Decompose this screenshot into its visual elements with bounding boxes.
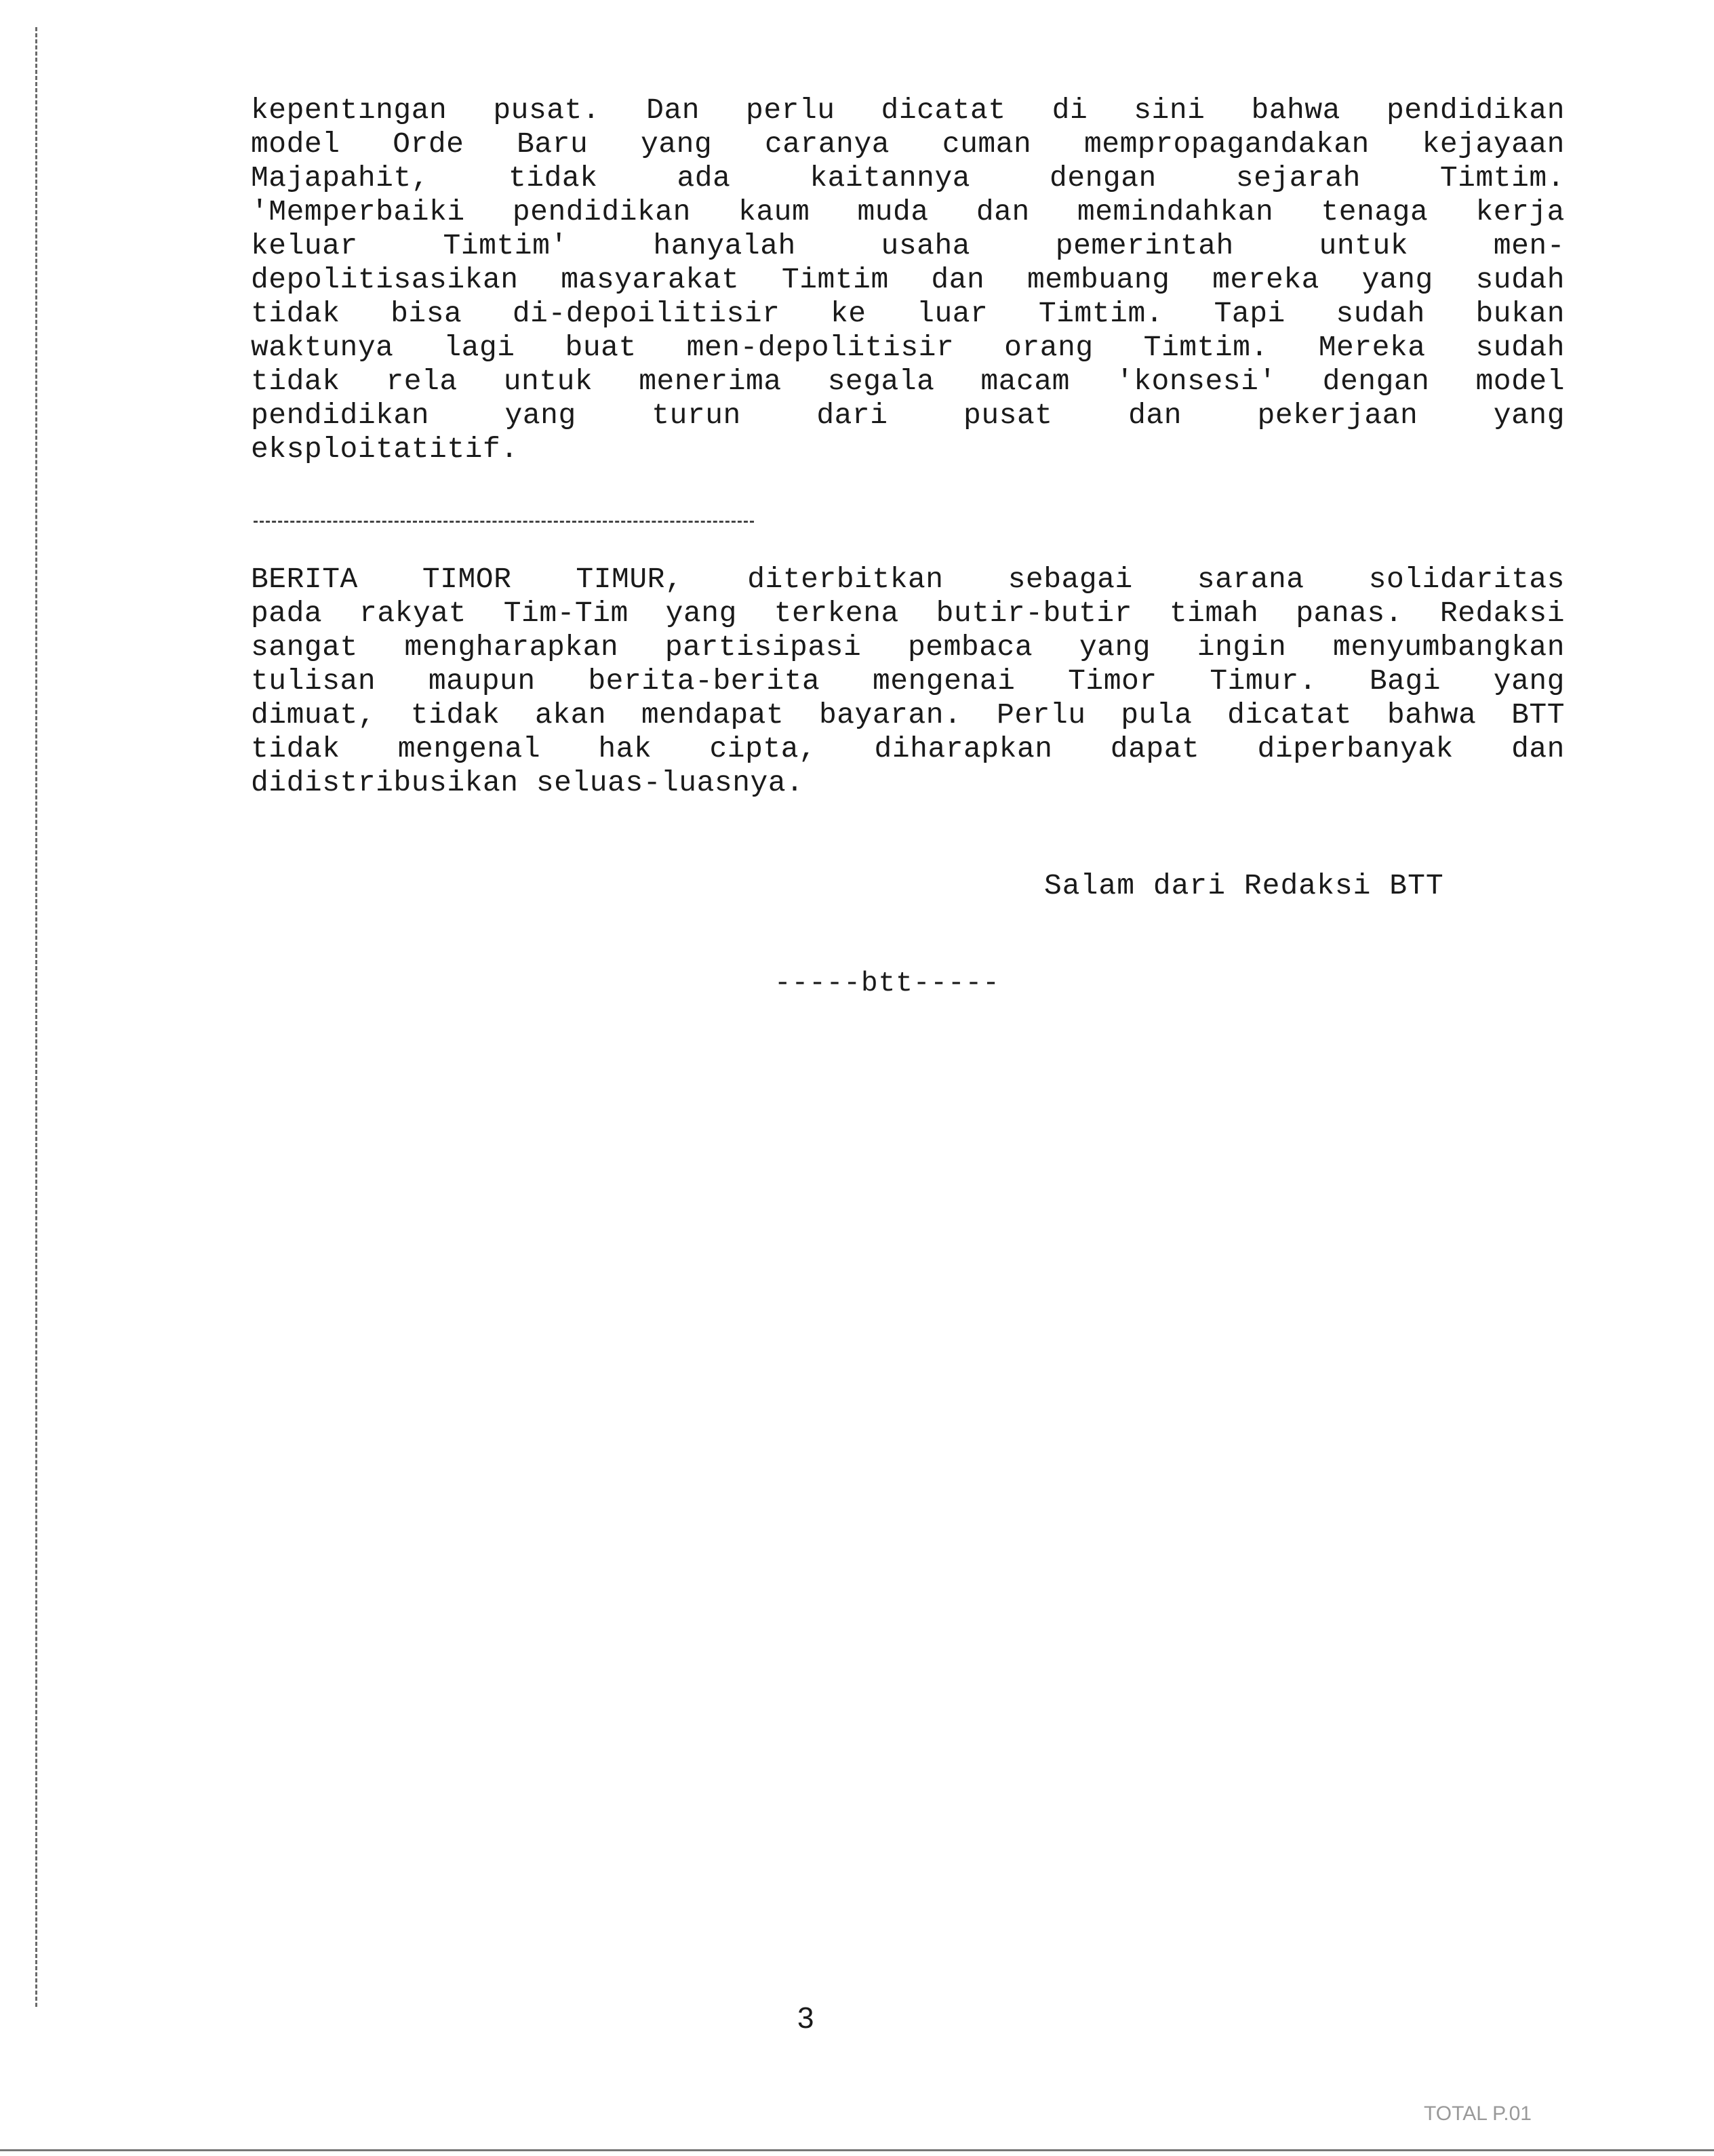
text-line: tulisan maupun berita-berita mengenai Timor Timur. Bagi yang (251, 664, 1565, 698)
scan-margin-mark (35, 27, 37, 2007)
text-line: Majapahit, tidak ada kaitannya dengan sejarah Timtim. (251, 161, 1565, 195)
text-line: kepentıngan pusat. Dan perlu dicatat di sini bahwa pendidikan (251, 94, 1565, 127)
page-bottom-edge (0, 2149, 1714, 2151)
text-line: model Orde Baru yang caranya cuman mempropagandakan kejayaan (251, 127, 1565, 161)
page-number: 3 (797, 2001, 814, 2035)
text-line: depolitisasikan masyarakat Timtim dan membuang mereka yang sudah (251, 263, 1565, 296)
section-divider (254, 521, 754, 523)
signoff: Salam dari Redaksi BTT (1044, 869, 1444, 902)
fax-footer: TOTAL P.01 (1424, 2102, 1532, 2125)
text-line: sangat mengharapkan partisipasi pembaca yang ingin menyumbangkan (251, 631, 1565, 664)
text-line: dimuat, tidak akan mendapat bayaran. Perlu pula dicatat bahwa BTT (251, 698, 1565, 732)
text-line: waktunya lagi buat men-depolitisir orang Timtim. Mereka sudah (251, 331, 1565, 364)
text-line: tidak rela untuk menerima segala macam 'konsesi' dengan model (251, 365, 1565, 398)
text-line: eksploitatitif. (251, 433, 519, 466)
text-line: keluar Timtim' hanyalah usaha pemerintah untuk men- (251, 229, 1565, 262)
text-line: pada rakyat Tim-Tim yang terkena butir-butir timah panas. Redaksi (251, 597, 1565, 630)
text-line: 'Memperbaiki pendidikan kaum muda dan memindahkan tenaga kerja (251, 195, 1565, 228)
text-line: pendidikan yang turun dari pusat dan pekerjaan yang (251, 399, 1565, 432)
text-line: tidak bisa di-depoilitisir ke luar Timtim. Tapi sudah bukan (251, 297, 1565, 330)
text-line: didistribusikan seluas-luasnya. (251, 766, 804, 799)
text-line: tidak mengenal hak cipta, diharapkan dapat diperbanyak dan (251, 732, 1565, 765)
end-marker: -----btt----- (774, 968, 1000, 999)
text-line: BERITA TIMOR TIMUR, diterbitkan sebagai sarana solidaritas (251, 563, 1565, 596)
